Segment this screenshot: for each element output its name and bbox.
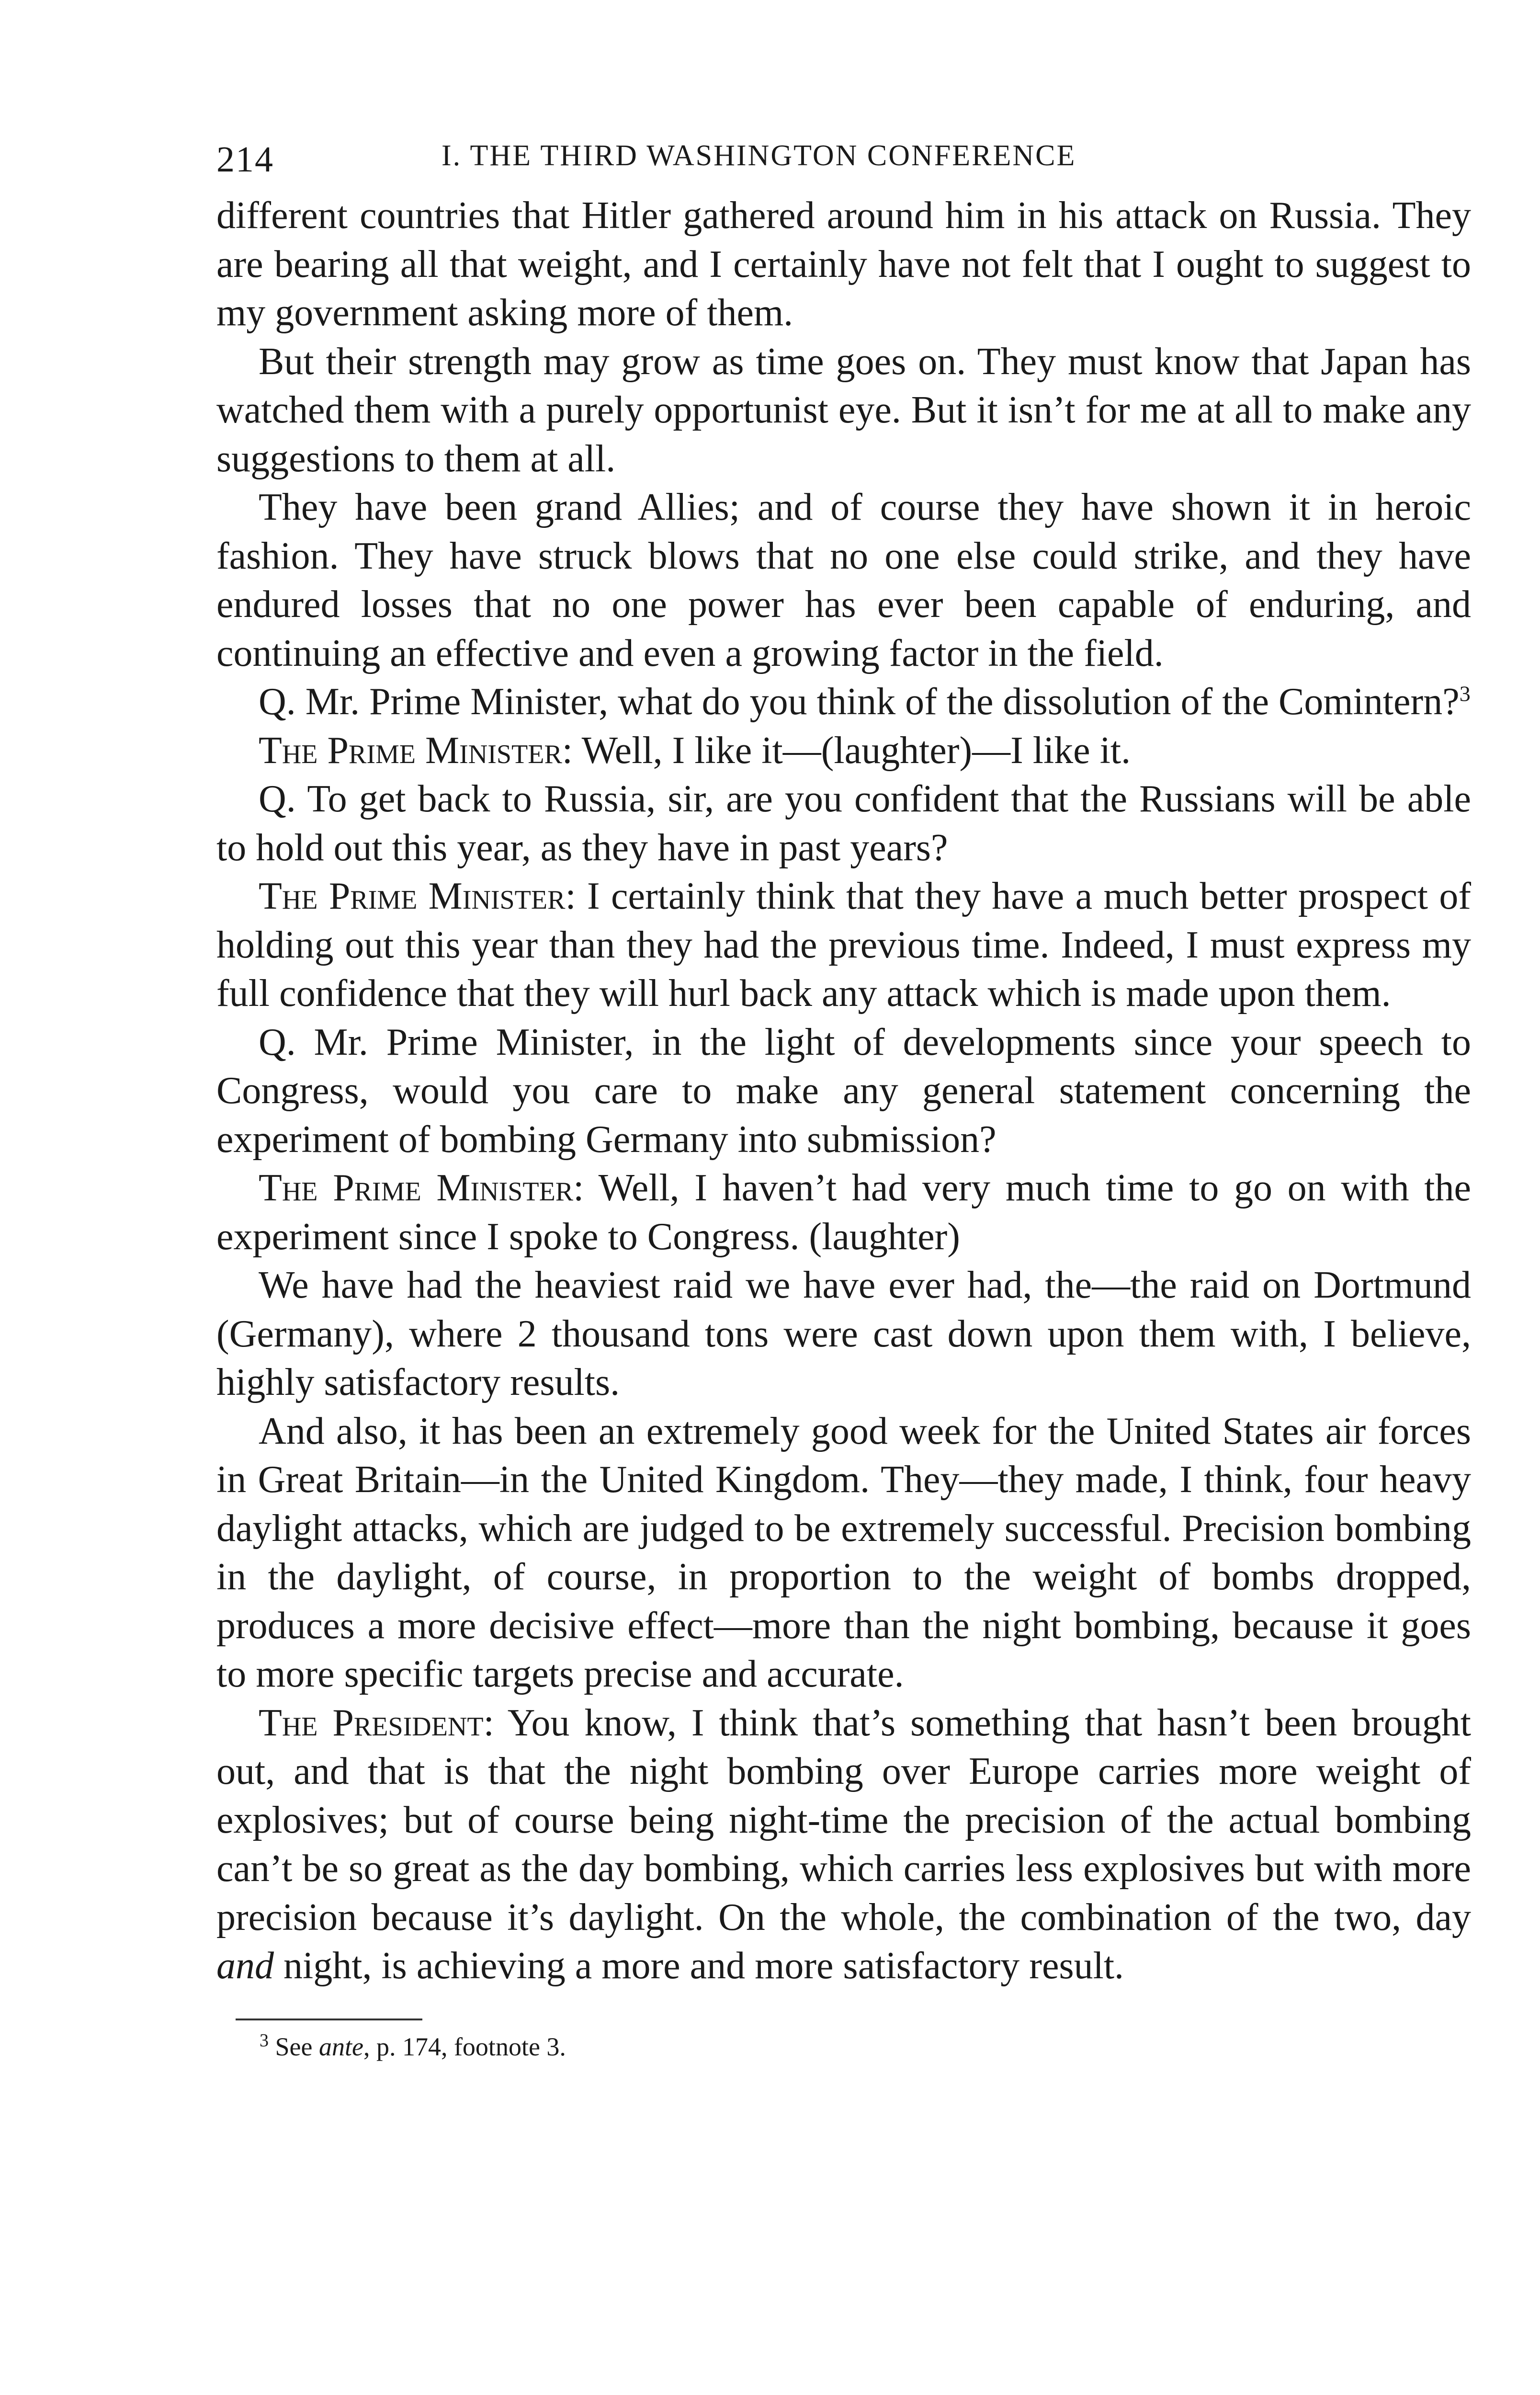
speaker-name: The Prime Minister (259, 729, 562, 772)
paragraph-text: They have been grand Allies; and of course they have shown it in heroic fashion. They have struck blows that no one else could strike, and they have endured losses that no one power has ever been capable of enduring, and continuing an effective and even a growing factor in the field. (216, 486, 1471, 674)
footnote-mark: 3 (260, 2030, 269, 2051)
paragraph-text: Q. Mr. Prime Minister, in the light of developments since your speech to Congress, would you care to make any general statement concerning the experiment of bombing Germany into submission? (216, 1021, 1471, 1161)
paragraph-text: We have had the heaviest raid we have ever had, the—the raid on Dortmund (Germany), where 2 thousand tons were cast down upon them with, I believe, highly satisfactory results. (216, 1264, 1471, 1403)
question-paragraph (216, 775, 1471, 872)
answer-paragraph (216, 872, 1471, 1018)
book-page (216, 120, 1471, 2062)
body-text (216, 192, 1471, 1991)
paragraph (216, 483, 1471, 678)
footnote-text: See (269, 2032, 319, 2061)
answer-paragraph (216, 1164, 1471, 1261)
answer-paragraph (216, 1699, 1471, 1991)
paragraph (216, 1261, 1471, 1407)
speaker-name: The Prime Minister (259, 1167, 574, 1209)
emphasized-word: and (216, 1945, 274, 1987)
paragraph-text: : You know, I think that’s something that hasn’t been brought out, and that is that the night bombing over Europe carries more weight of explosives; but of course being night-time the precision of the actual bombing can’t be so great as the day bombing, which carries less explosives but with more precision because it’s daylight. On the whole, the combination of the two, day (216, 1701, 1471, 1939)
paragraph-text: But their strength may grow as time goes on. They must know that Japan has watched them with a purely opportunist eye. But it isn’t for me at all to make any suggestions to them at all. (216, 340, 1471, 480)
paragraph-text: different countries that Hitler gathered around him in his attack on Russia. They are bearing all that weight, and I certainly have not felt that I ought to suggest to my government asking more of them. (216, 194, 1471, 334)
question-paragraph (216, 678, 1471, 727)
paragraph-text: Q. To get back to Russia, sir, are you confident that the Russians will be able to hold out this year, as they have in past years? (216, 778, 1471, 869)
footnote-reference: 3 (1459, 681, 1471, 706)
footnote (260, 2032, 1471, 2062)
speaker-name: The Prime Minister (259, 875, 566, 917)
paragraph-text: Q. Mr. Prime Minister, what do you think of the dissolution of the Comintern? (259, 681, 1460, 723)
paragraph (216, 1407, 1471, 1699)
footnote-divider (236, 2019, 422, 2020)
paragraph (216, 338, 1471, 484)
speaker-name: The President (259, 1701, 484, 1744)
paragraph-text: : Well, I like it—(laughter)—I like it. (562, 729, 1131, 772)
paragraph-text: : Well, I haven’t had very much time to go on with the experiment since I spoke to Congress. (laughter) (216, 1167, 1471, 1258)
running-head (216, 120, 1471, 192)
question-paragraph (216, 1018, 1471, 1164)
page-number: 214 (216, 139, 274, 180)
paragraph-text: : I certainly think that they have a much better prospect of holding out this year than they had the previous time. Indeed, I must express my full confidence that they will hurl back any attack which is made upon them. (216, 875, 1471, 1015)
paragraph (216, 192, 1471, 338)
answer-paragraph (216, 727, 1471, 776)
paragraph-text: And also, it has been an extremely good week for the United States air forces in Great Britain—in the United Kingdom. They—they made, I think, four heavy daylight attacks, which are judged to be extremely successful. Precision bombing in the daylight, of course, in proportion to the weight of bombs dropped, produces a more decisive effect—more than the night bombing, because it goes to more specific targets precise and accurate. (216, 1410, 1471, 1695)
running-title: I. THE THIRD WASHINGTON CONFERENCE (442, 139, 1076, 172)
paragraph-text: night, is achieving a more and more satisfactory result. (283, 1945, 1124, 1987)
footnote-text: , p. 174, footnote 3. (363, 2032, 566, 2061)
footnote-reference-term: ante (318, 2032, 363, 2061)
